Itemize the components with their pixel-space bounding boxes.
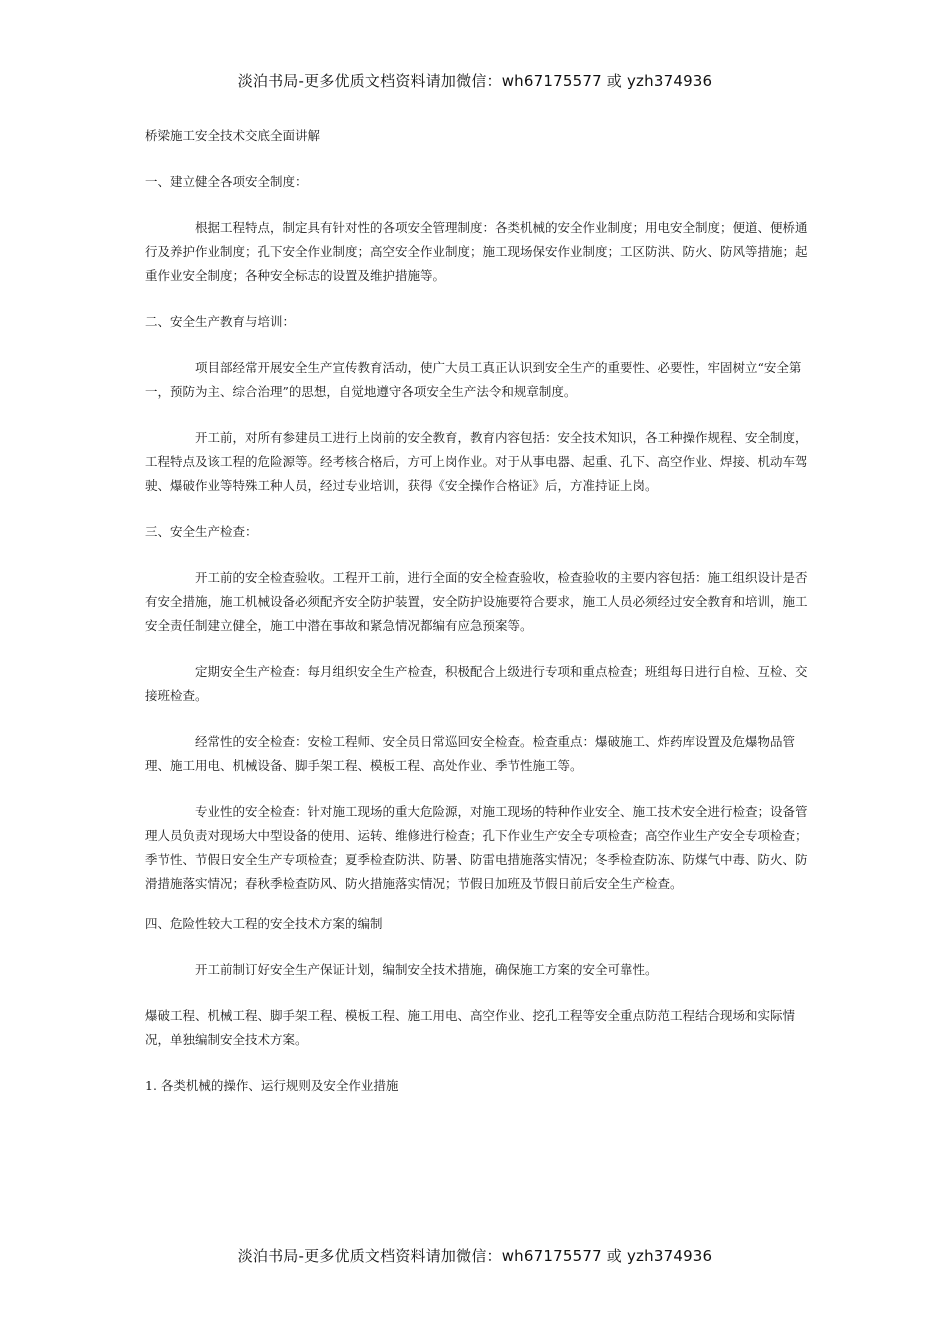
- paragraph: 开工前的安全检查验收。工程开工前，进行全面的安全检查验收，检查验收的主要内容包括：施工组织设计是否有安全措施，施工机械设备必须配齐安全防护装置，安全防护设施要符合要求，施工人员必须经过安全教育和培训，施工安全责任制建立健全，施工中潜在事故和紧急情况都编有应急预案等。: [145, 570, 808, 633]
- paragraph: 开工前制订好安全生产保证计划，编制安全技术措施，确保施工方案的安全可靠性。: [195, 962, 658, 977]
- paragraph: 定期安全生产检查：每月组织安全生产检查，积极配合上级进行专项和重点检查；班组每日进行自检、互检、交接班检查。: [145, 664, 808, 703]
- paragraph: 爆破工程、机械工程、脚手架工程、模板工程、施工用电、高空作业、挖孔工程等安全重点防范工程结合现场和实际情况，单独编制安全技术方案。: [145, 1008, 796, 1047]
- document-title: 桥梁施工安全技术交底全面讲解: [145, 128, 321, 143]
- list-item: 1. 各类机械的操作、运行规则及安全作业措施: [145, 1078, 399, 1093]
- section-heading-3: 三、安全生产检查：: [145, 524, 258, 539]
- paragraph: 开工前，对所有参建员工进行上岗前的安全教育，教育内容包括：安全技术知识，各工种操作规程、安全制度，工程特点及该工程的危险源等。经考核合格后，方可上岗作业。对于从事电器、起重、孔下、高空作业、焊接、机动车驾驶、爆破作业等特殊工种人员，经过专业培训，获得《安全操作合格证》后，方准持证上岗。: [145, 430, 808, 493]
- header-banner: 淡泊书局-更多优质文档资料请加微信：wh67175577 或 yzh374936: [237, 72, 713, 90]
- section-heading-1: 一、建立健全各项安全制度：: [145, 174, 308, 189]
- footer-banner: 淡泊书局-更多优质文档资料请加微信：wh67175577 或 yzh374936: [237, 1247, 713, 1265]
- paragraph: 项目部经常开展安全生产宣传教育活动，使广大员工真正认识到安全生产的重要性、必要性，牢固树立“安全第一，预防为主、综合治理”的思想，自觉地遵守各项安全生产法令和规章制度。: [145, 360, 802, 399]
- paragraph: 专业性的安全检查：针对施工现场的重大危险源，对施工现场的特种作业安全、施工技术安全进行检查；设备管理人员负责对现场大中型设备的使用、运转、维修进行检查；孔下作业生产安全专项检查；高空作业生产安全专项检查；季节性、节假日安全生产专项检查；夏季检查防洪、防暑、防雷电措施落实情况；冬季检查防冻、防煤气中毒、防火、防滑措施落实情况；春秋季检查防风、防火措施落实情况；节假日加班及节假日前后安全生产检查。: [145, 804, 808, 891]
- document-body: [145, 124, 810, 1120]
- section-heading-4: 四、危险性较大工程的安全技术方案的编制: [145, 916, 383, 931]
- paragraph: 根据工程特点，制定具有针对性的各项安全管理制度：各类机械的安全作业制度；用电安全制度；便道、便桥通行及养护作业制度；孔下安全作业制度；高空安全作业制度；施工现场保安作业制度；工区防洪、防火、防风等措施；起重作业安全制度；各种安全标志的设置及维护措施等。: [145, 220, 808, 283]
- section-heading-2: 二、安全生产教育与培训：: [145, 314, 296, 329]
- paragraph: 经常性的安全检查：安检工程师、安全员日常巡回安全检查。检查重点：爆破施工、炸药库设置及危爆物品管理、施工用电、机械设备、脚手架工程、模板工程、高处作业、季节性施工等。: [145, 734, 796, 773]
